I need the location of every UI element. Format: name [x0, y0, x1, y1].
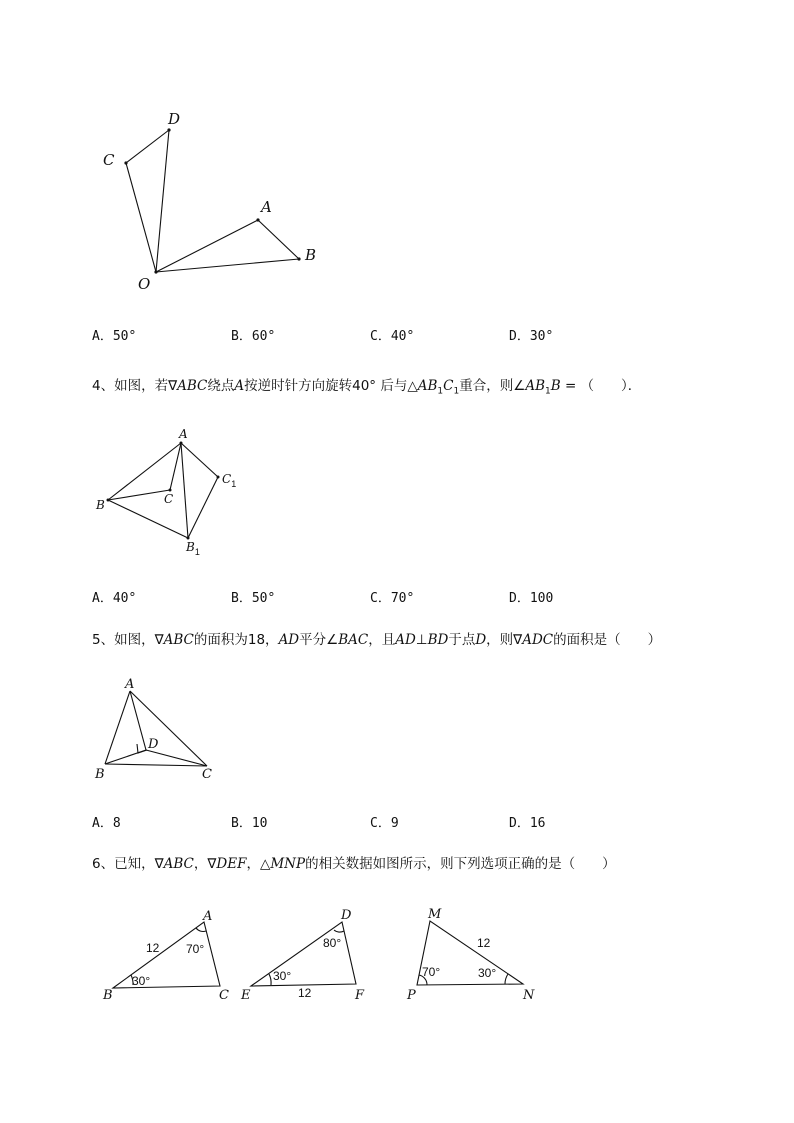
- q6-figure: [0, 900, 560, 1010]
- label-O: O: [138, 275, 151, 293]
- label-P: P: [407, 988, 416, 1003]
- label-B: B: [305, 246, 317, 264]
- q3-option-a: A．50°: [92, 329, 137, 344]
- side-label: 12: [146, 941, 160, 955]
- triangle-mnp: [406, 907, 535, 1003]
- angle-b-label: 30°: [132, 974, 151, 988]
- label-D: D: [148, 737, 159, 752]
- label-A: A: [179, 427, 188, 441]
- angle-n-label: 30°: [478, 966, 497, 980]
- label-M: M: [428, 907, 442, 922]
- label-C1: $C_1$: [222, 472, 237, 489]
- segment-DO: [156, 130, 169, 272]
- label-A: A: [261, 198, 272, 216]
- label-B: B: [96, 498, 105, 512]
- label-B1: $B_1$: [186, 540, 200, 557]
- label-F: F: [355, 988, 365, 1003]
- label-B: B: [103, 988, 113, 1003]
- label-D: D: [168, 110, 181, 128]
- q3-figure: [0, 0, 794, 300]
- side-label: 12: [298, 986, 312, 1000]
- label-N: N: [523, 988, 535, 1003]
- q5-option-d: D．16: [509, 816, 546, 831]
- label-A: A: [125, 677, 135, 692]
- q4-option-c: C．70°: [370, 591, 415, 606]
- triangle-abc: [102, 909, 229, 1003]
- label-B: B: [95, 767, 105, 782]
- q3-option-d: D．30°: [509, 329, 554, 344]
- q5-option-c: C．9: [370, 816, 399, 831]
- angle-d-label: 80°: [323, 936, 342, 950]
- angle-a-label: 70°: [186, 942, 205, 956]
- q4-option-a: A．40°: [92, 591, 137, 606]
- q5-option-a: A．8: [92, 816, 121, 831]
- q5-figure: [0, 670, 260, 790]
- label-D: D: [341, 908, 352, 923]
- label-E: E: [241, 988, 251, 1003]
- q3-option-b: B．60°: [231, 329, 276, 344]
- label-A: A: [203, 909, 213, 924]
- triangle-def: [240, 908, 365, 1003]
- angle-p-label: 70°: [422, 965, 441, 979]
- label-C: C: [202, 767, 212, 782]
- q4-figure: [0, 420, 300, 570]
- label-C: C: [103, 151, 115, 169]
- segment-OC: [126, 163, 156, 272]
- q4-option-d: D．100: [509, 591, 554, 606]
- side-label: 12: [477, 936, 491, 950]
- angle-e-label: 30°: [273, 969, 292, 983]
- q5-option-b: B．10: [231, 816, 268, 831]
- q5-question-text: 5、如图，∇ABC的面积为18，AD平分∠BAC，且AD⊥BD于点D，则∇ADC的面积是（ ）: [92, 632, 662, 648]
- q4-option-b: B．50°: [231, 591, 276, 606]
- segment-CD: [126, 130, 169, 163]
- segment-AB: [258, 220, 299, 259]
- q6-question-text: 6、已知，∇ABC，∇DEF，△MNP的相关数据如图所示，则下列选项正确的是（ ）: [92, 856, 616, 872]
- q4-question-text: 4、如图，若∇ABC绕点A按逆时针方向旋转40° 后与$\triangle AB_1C_1$重合，则$\angle AB_1B$ = （ ）．: [92, 378, 642, 397]
- label-C: C: [219, 988, 229, 1003]
- q3-option-c: C．40°: [370, 329, 415, 344]
- label-C: C: [164, 492, 174, 506]
